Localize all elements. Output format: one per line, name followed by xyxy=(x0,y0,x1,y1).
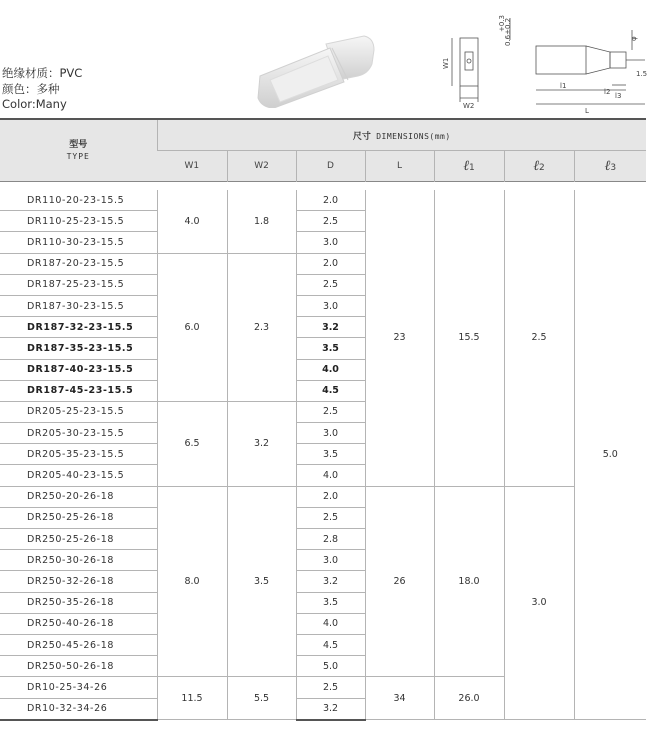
l1-cell: 15.5 xyxy=(434,190,504,486)
type-cell: DR205-25-23-15.5 xyxy=(0,401,157,422)
d-cell: 2.5 xyxy=(296,211,365,232)
w2-cell: 2.3 xyxy=(227,253,296,401)
type-header xyxy=(0,119,157,182)
type-cell: DR205-30-23-15.5 xyxy=(0,423,157,444)
type-header-en: TYPE xyxy=(66,151,90,161)
product-info xyxy=(2,66,82,113)
w1-cell: 8.0 xyxy=(157,486,227,677)
type-cell: DR187-30-23-15.5 xyxy=(0,295,157,316)
svg-text:l2: l2 xyxy=(604,88,611,96)
dimensions-table xyxy=(0,118,646,721)
type-cell: DR110-25-23-15.5 xyxy=(0,211,157,232)
col-w1: W1 xyxy=(157,151,227,182)
l-cell: 26 xyxy=(365,486,434,677)
type-cell: DR110-30-23-15.5 xyxy=(0,232,157,253)
d-cell: 3.5 xyxy=(296,444,365,465)
col-l2: ℓ2 xyxy=(504,151,574,182)
d-cell: 2.8 xyxy=(296,529,365,550)
col-l: L xyxy=(365,151,434,182)
type-header-cn: 型号 xyxy=(69,139,88,150)
dimensions-header xyxy=(157,119,646,151)
col-l1: ℓ1 xyxy=(434,151,504,182)
l2-cell: 3.0 xyxy=(504,486,574,720)
d-cell: 2.5 xyxy=(296,677,365,698)
d-cell: 4.5 xyxy=(296,380,365,401)
svg-text:l1: l1 xyxy=(560,82,567,90)
w2-cell: 3.2 xyxy=(227,401,296,486)
d-cell: 3.2 xyxy=(296,698,365,720)
col-l3-index: 3 xyxy=(610,162,617,173)
dimension-drawing xyxy=(440,10,650,115)
type-cell: DR250-25-26-18 xyxy=(0,529,157,550)
d-cell: 4.0 xyxy=(296,359,365,380)
type-cell: DR205-35-23-15.5 xyxy=(0,444,157,465)
svg-text:l3: l3 xyxy=(615,92,622,100)
d-cell: 2.5 xyxy=(296,507,365,528)
l2-cell: 2.5 xyxy=(504,190,574,486)
svg-text:W2: W2 xyxy=(463,102,475,110)
d-cell: 2.5 xyxy=(296,274,365,295)
w1-cell: 6.5 xyxy=(157,401,227,486)
l1-cell: 18.0 xyxy=(434,486,504,677)
d-cell: 3.0 xyxy=(296,423,365,444)
col-l1-index: 1 xyxy=(469,162,475,173)
w1-cell: 4.0 xyxy=(157,190,227,253)
d-cell: 4.0 xyxy=(296,465,365,486)
d-cell: 2.5 xyxy=(296,401,365,422)
svg-text:L: L xyxy=(585,107,589,115)
type-cell: DR250-40-26-18 xyxy=(0,613,157,634)
type-cell: DR187-25-23-15.5 xyxy=(0,274,157,295)
type-cell: DR187-35-23-15.5 xyxy=(0,338,157,359)
l-cell: 23 xyxy=(365,190,434,486)
dimensions-header-cn: 尺寸 xyxy=(352,131,371,142)
type-cell: DR250-25-26-18 xyxy=(0,507,157,528)
type-cell: DR10-25-34-26 xyxy=(0,677,157,698)
col-l2-index: 2 xyxy=(539,162,545,173)
product-photo xyxy=(240,18,378,108)
type-cell: DR187-45-23-15.5 xyxy=(0,380,157,401)
type-cell: DR205-40-23-15.5 xyxy=(0,465,157,486)
type-cell: DR10-32-34-26 xyxy=(0,698,157,720)
type-cell: DR110-20-23-15.5 xyxy=(0,190,157,211)
d-cell: 2.0 xyxy=(296,486,365,507)
table-spacer xyxy=(0,182,646,191)
d-cell: 3.2 xyxy=(296,317,365,338)
svg-text:0.6±0.2: 0.6±0.2 xyxy=(504,17,512,46)
d-cell: 3.5 xyxy=(296,592,365,613)
l1-cell: 26.0 xyxy=(434,677,504,720)
type-cell: DR187-32-23-15.5 xyxy=(0,317,157,338)
col-l3: ℓ3 xyxy=(574,151,646,182)
d-cell: 4.0 xyxy=(296,613,365,634)
dimensions-header-en: DIMENSIONS(mm) xyxy=(376,131,451,141)
type-cell: DR250-45-26-18 xyxy=(0,634,157,655)
w1-cell: 11.5 xyxy=(157,677,227,720)
d-cell: 2.0 xyxy=(296,253,365,274)
type-cell: DR250-50-26-18 xyxy=(0,656,157,677)
color-cn-text: 颜色：多种 xyxy=(2,81,60,96)
l3-cell: 5.0 xyxy=(574,190,646,720)
l-cell: 34 xyxy=(365,677,434,720)
svg-text:1.5: 1.5 xyxy=(636,70,648,78)
svg-text:W1: W1 xyxy=(442,57,450,69)
type-cell: DR250-30-26-18 xyxy=(0,550,157,571)
d-cell: 2.0 xyxy=(296,190,365,211)
d-cell: 3.0 xyxy=(296,232,365,253)
table-body xyxy=(0,190,646,720)
svg-text:+0.3: +0.3 xyxy=(498,15,506,32)
d-cell: 5.0 xyxy=(296,656,365,677)
d-cell: 3.0 xyxy=(296,550,365,571)
material-text: 绝缘材质：PVC xyxy=(2,66,83,80)
type-cell: DR187-40-23-15.5 xyxy=(0,359,157,380)
d-cell: 3.2 xyxy=(296,571,365,592)
w2-cell: 3.5 xyxy=(227,486,296,677)
w2-cell: 5.5 xyxy=(227,677,296,720)
d-cell: 3.0 xyxy=(296,295,365,316)
d-cell: 4.5 xyxy=(296,634,365,655)
col-w2: W2 xyxy=(227,151,296,182)
type-cell: DR187-20-23-15.5 xyxy=(0,253,157,274)
type-cell: DR250-32-26-18 xyxy=(0,571,157,592)
table-row xyxy=(0,486,646,507)
svg-text:φ: φ xyxy=(630,36,638,41)
type-cell: DR250-20-26-18 xyxy=(0,486,157,507)
w2-cell: 1.8 xyxy=(227,190,296,253)
color-en-text: Color:Many xyxy=(2,97,67,111)
w1-cell: 6.0 xyxy=(157,253,227,401)
type-cell: DR250-35-26-18 xyxy=(0,592,157,613)
col-d: D xyxy=(296,151,365,182)
d-cell: 3.5 xyxy=(296,338,365,359)
table-row xyxy=(0,190,646,211)
